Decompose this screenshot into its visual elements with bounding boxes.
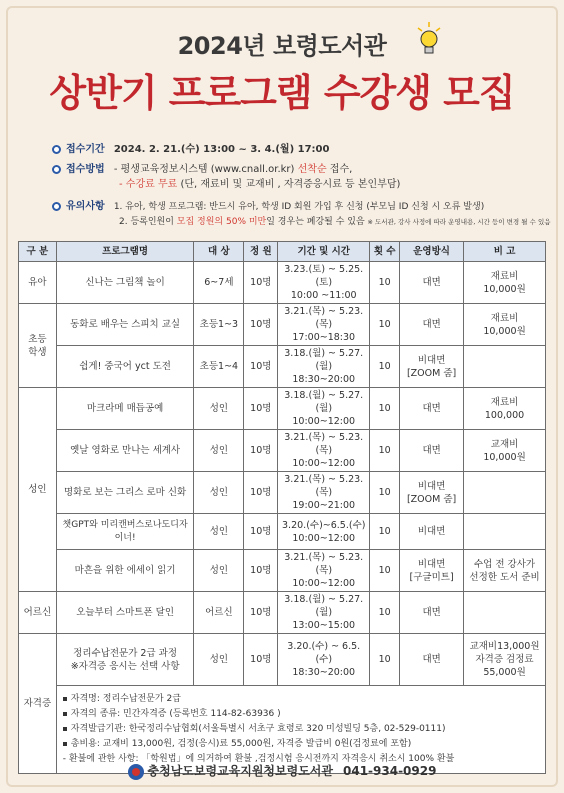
method-line2-highlight: - 수강료 무료 [119,179,178,190]
notice-line2: 2. 등록인원이 [119,217,174,227]
square-bullet-icon [63,727,67,731]
period-value: 2024. 2. 21.(수) 13:00 ~ 3. 4.(월) 17:00 [113,144,330,155]
cell-line: 재료비 [490,270,519,282]
cell-line: 10:00~12:00 [292,532,356,544]
method-line2: (단, 재료비 및 교재비 , 자격증응시료 등 본인부담) [180,179,401,190]
cell-line: 100,000 [484,409,525,421]
period-cell [278,550,370,592]
cell-line: [구글미트] [409,571,454,583]
period-cell [278,514,370,550]
cell-line: 비대면 [417,526,446,537]
program-name [56,430,194,472]
capacity-cell: 10명 [244,514,278,550]
cert-note-text: 자격의 종류: 민간자격증 (등록번호 114-82-63936 ) [70,709,281,719]
target-cell: 성인 [194,634,244,686]
capacity-cell: 10명 [244,472,278,514]
cell-line: 쉽게! 중국어 yct 도전 [79,361,171,372]
footer-org: 충청남도보령교육지원청보령도서관 [147,764,333,778]
notice-label: 유의사항 [66,201,105,212]
cell-line: [ZOOM 줌] [406,367,457,379]
table-row [19,634,546,686]
col-header: 운영방식 [400,242,464,262]
target-cell: 성인 [194,472,244,514]
program-name [56,262,194,304]
cell-line: 10,000원 [483,283,526,295]
cell-line: 교재비13,000원 [469,641,540,652]
cell-line: 대면 [422,607,441,618]
mode-cell [400,388,464,430]
cell-line: 3.21.(목) ~ 5.23.(목) [284,552,364,576]
capacity-cell: 10명 [244,550,278,592]
square-bullet-icon [63,697,67,701]
cell-line: [ZOOM 줌] [406,493,457,505]
mode-cell [400,514,464,550]
bullet-icon [52,145,61,154]
notice-line2-small: ※ 도서관, 강사 사정에 따라 운영내용, 시간 등이 변경 될 수 있음 [367,218,551,226]
page-subtitle: 2024년 보령도서관 [177,32,387,60]
info-method [52,162,552,177]
target-cell: 어르신 [194,592,244,634]
count-cell: 10 [370,550,400,592]
method-line1-suffix: 접수, [329,164,353,175]
table-header-row [19,242,546,262]
mode-cell [400,346,464,388]
cert-notes-cell [56,686,545,774]
program-name [56,304,194,346]
cert-note-item [63,722,539,737]
info-method-2 [52,177,552,192]
group-cell-adult: 성인 [19,388,57,592]
mode-cell [400,634,464,686]
cell-line: 선정한 도서 준비 [469,571,540,583]
method-label: 접수방법 [66,164,105,175]
note-cell [464,304,546,346]
program-table [18,241,546,774]
cell-line: 3.21.(목) ~ 5.23.(목) [284,474,364,498]
period-cell [278,262,370,304]
cell-line: 챗GPT와 미리캔버스로나도디자이너! [62,519,188,543]
col-header: 대 상 [194,242,244,262]
cell-line: 비대면 [417,480,446,492]
cell-line: 교재비 [490,438,519,450]
col-header: 프로그램명 [56,242,194,262]
square-bullet-icon [63,712,67,716]
cell-line: 55,000원 [483,667,526,678]
cert-note-item [63,707,539,722]
cell-line: 10,000원 [483,451,526,463]
target-cell: 성인 [194,550,244,592]
period-cell [278,346,370,388]
notice-line2-highlight: 모집 정원의 50% 미만 [176,217,267,227]
capacity-cell: 10명 [244,262,278,304]
bullet-icon [52,202,61,211]
bullet-icon [52,165,61,174]
target-cell: 성인 [194,430,244,472]
note-cell [464,346,546,388]
cell-line: 3.20.(수)~6.5.(수) [282,519,366,531]
cert-note-text: 자격명: 정리수납전문가 2급 [70,694,181,704]
cell-line: 동화로 배우는 스피치 교실 [70,319,181,330]
cell-line: 옛날 영화로 만나는 세계사 [70,445,181,456]
lightbulb-icon [414,20,444,60]
mode-cell [400,262,464,304]
target-cell: 초등1~3 [194,304,244,346]
note-cell [464,262,546,304]
footer [0,762,564,780]
table-row [19,592,546,634]
cell-line: 대면 [422,403,441,414]
capacity-cell: 10명 [244,592,278,634]
mode-cell [400,304,464,346]
cell-line: 비대면 [417,558,446,570]
notice-line1: 1. 유아, 학생 프로그램: 반드시 유아, 학생 ID 회원 가입 후 신청 (부모님 ID 신청 시 오류 발생) [113,202,485,212]
period-cell [278,430,370,472]
table-row [19,388,546,430]
target-cell: 초등1~4 [194,346,244,388]
cert-notes-row [19,686,546,774]
program-name [56,592,194,634]
mode-cell [400,430,464,472]
group-cell-cert: 자격증 [19,634,57,774]
education-office-logo-icon [128,764,144,780]
count-cell: 10 [370,430,400,472]
cell-line: 3.21.(목) ~ 5.23.(목) [284,306,364,330]
cell-line: 10:00~12:00 [292,416,356,427]
cell-line: 자격증 검정료 [475,654,534,665]
cell-line: 18:30~20:00 [292,374,356,385]
period-cell [278,634,370,686]
col-header: 비 고 [464,242,546,262]
cell-line: 3.21.(목) ~ 5.23.(목) [284,432,364,456]
cell-line: 19:00~21:00 [292,500,356,511]
cell-line: 명화로 보는 그리스 로마 신화 [63,487,187,498]
cert-note-text: 총비용: 교재비 13,000원, 검정(응시)료 55,000원, 자격증 발급비 0원(검정료에 포함) [70,739,412,749]
count-cell: 10 [370,514,400,550]
cell-line: 17:00~18:30 [292,332,356,343]
cell-line: 10,000원 [483,325,526,337]
program-name [56,346,194,388]
group-cell-infant: 유아 [19,262,57,304]
cell-line: 대면 [422,277,441,288]
cell-line: 3.18.(월) ~ 5.27.(월) [284,390,364,414]
notice-line2-suffix: 일 경우는 폐강될 수 있음 [266,217,365,227]
cert-note-text: 자격발급기관: 한국정리수납협회(서울특별시 서초구 효령로 320 미성빌딩 5층, 02-529-0111) [70,724,446,734]
cell-line: ※자격증 응시는 선택 사항 [70,660,180,672]
mode-cell [400,550,464,592]
cell-line: 오늘부터 스마트폰 달인 [76,607,174,618]
cert-note-item [63,692,539,707]
table-row [19,430,546,472]
period-cell [278,592,370,634]
cell-line: 3.18.(월) ~ 5.27.(월) [284,348,364,372]
count-cell: 10 [370,388,400,430]
cell-line: 3.18.(월) ~ 5.27.(월) [284,594,364,618]
cell-line: 재료비 [490,396,519,408]
cell-line: 비대면 [417,354,446,366]
note-cell [464,634,546,686]
cell-line: 대면 [422,319,441,330]
program-name [56,472,194,514]
target-cell: 6~7세 [194,262,244,304]
note-cell [464,592,546,634]
note-cell [464,514,546,550]
count-cell: 10 [370,592,400,634]
period-cell [278,388,370,430]
target-cell: 성인 [194,514,244,550]
method-line1: - 평생교육정보시스템 (www.cnall.or.kr) [113,164,295,175]
page-title: 상반기 프로그램 수강생 모집 [49,71,515,115]
period-label: 접수기간 [66,144,105,155]
period-cell [278,304,370,346]
count-cell: 10 [370,346,400,388]
table-row [19,304,546,346]
table-row [19,550,546,592]
table-row [19,346,546,388]
cell-line: 재료비 [490,312,519,324]
cell-line: 3.20.(수) ~ 6.5.(수) [287,641,361,665]
count-cell: 10 [370,304,400,346]
table-row [19,472,546,514]
program-name [56,388,194,430]
mode-cell [400,472,464,514]
period-cell [278,472,370,514]
cell-line: 10:00 ~11:00 [290,290,357,301]
cell-line: 3.23.(토) ~ 5.25.(토) [284,264,364,288]
table-row [19,262,546,304]
count-cell: 10 [370,472,400,514]
cell-line: 18:30~20:00 [292,667,356,678]
capacity-cell: 10명 [244,634,278,686]
capacity-cell: 10명 [244,430,278,472]
target-cell: 성인 [194,388,244,430]
group-cell-senior: 어르신 [19,592,57,634]
note-cell [464,388,546,430]
info-notice-2 [52,215,552,230]
note-cell [464,472,546,514]
square-bullet-icon [63,742,67,746]
method-line1-highlight: 선착순 [297,164,327,175]
cell-line: 10:00~12:00 [292,458,356,469]
cell-line: 13:00~15:00 [292,620,356,631]
table-row [19,514,546,550]
note-cell [464,430,546,472]
count-cell: 10 [370,262,400,304]
cell-line: 마크라메 매듭공예 [86,403,164,414]
cell-line: 대면 [422,445,441,456]
col-header: 횟 수 [370,242,400,262]
cell-line: 정리수납전문가 2급 과정 [73,647,178,659]
col-header: 구 분 [19,242,57,262]
cert-note-item [63,737,539,752]
cell-line: 신나는 그림책 놀이 [85,277,165,288]
cell-line: 마흔을 위한 에세이 읽기 [74,565,176,576]
capacity-cell: 10명 [244,388,278,430]
mode-cell [400,592,464,634]
col-header: 기간 및 시간 [278,242,370,262]
group-cell-student: 초등 학생 [19,304,57,388]
footer-phone: 041-934-0929 [343,764,437,778]
cert-note-line: - 환불에 관한 사항: 「학원법」에 의거하여 환불 ,검정시험 응시전까지 자격응시 취소시 100% 환불 [62,754,455,764]
col-header: 정 원 [244,242,278,262]
capacity-cell: 10명 [244,346,278,388]
program-name [56,550,194,592]
info-section [52,142,552,230]
program-name [56,634,194,686]
program-name [56,514,194,550]
note-cell [464,550,546,592]
info-notice [52,199,552,215]
capacity-cell: 10명 [244,304,278,346]
cell-line: 대면 [422,654,441,665]
cell-line: 10:00~12:00 [292,578,356,589]
info-period [52,142,552,157]
count-cell: 10 [370,634,400,686]
cell-line: 수업 전 강사가 [473,558,536,570]
